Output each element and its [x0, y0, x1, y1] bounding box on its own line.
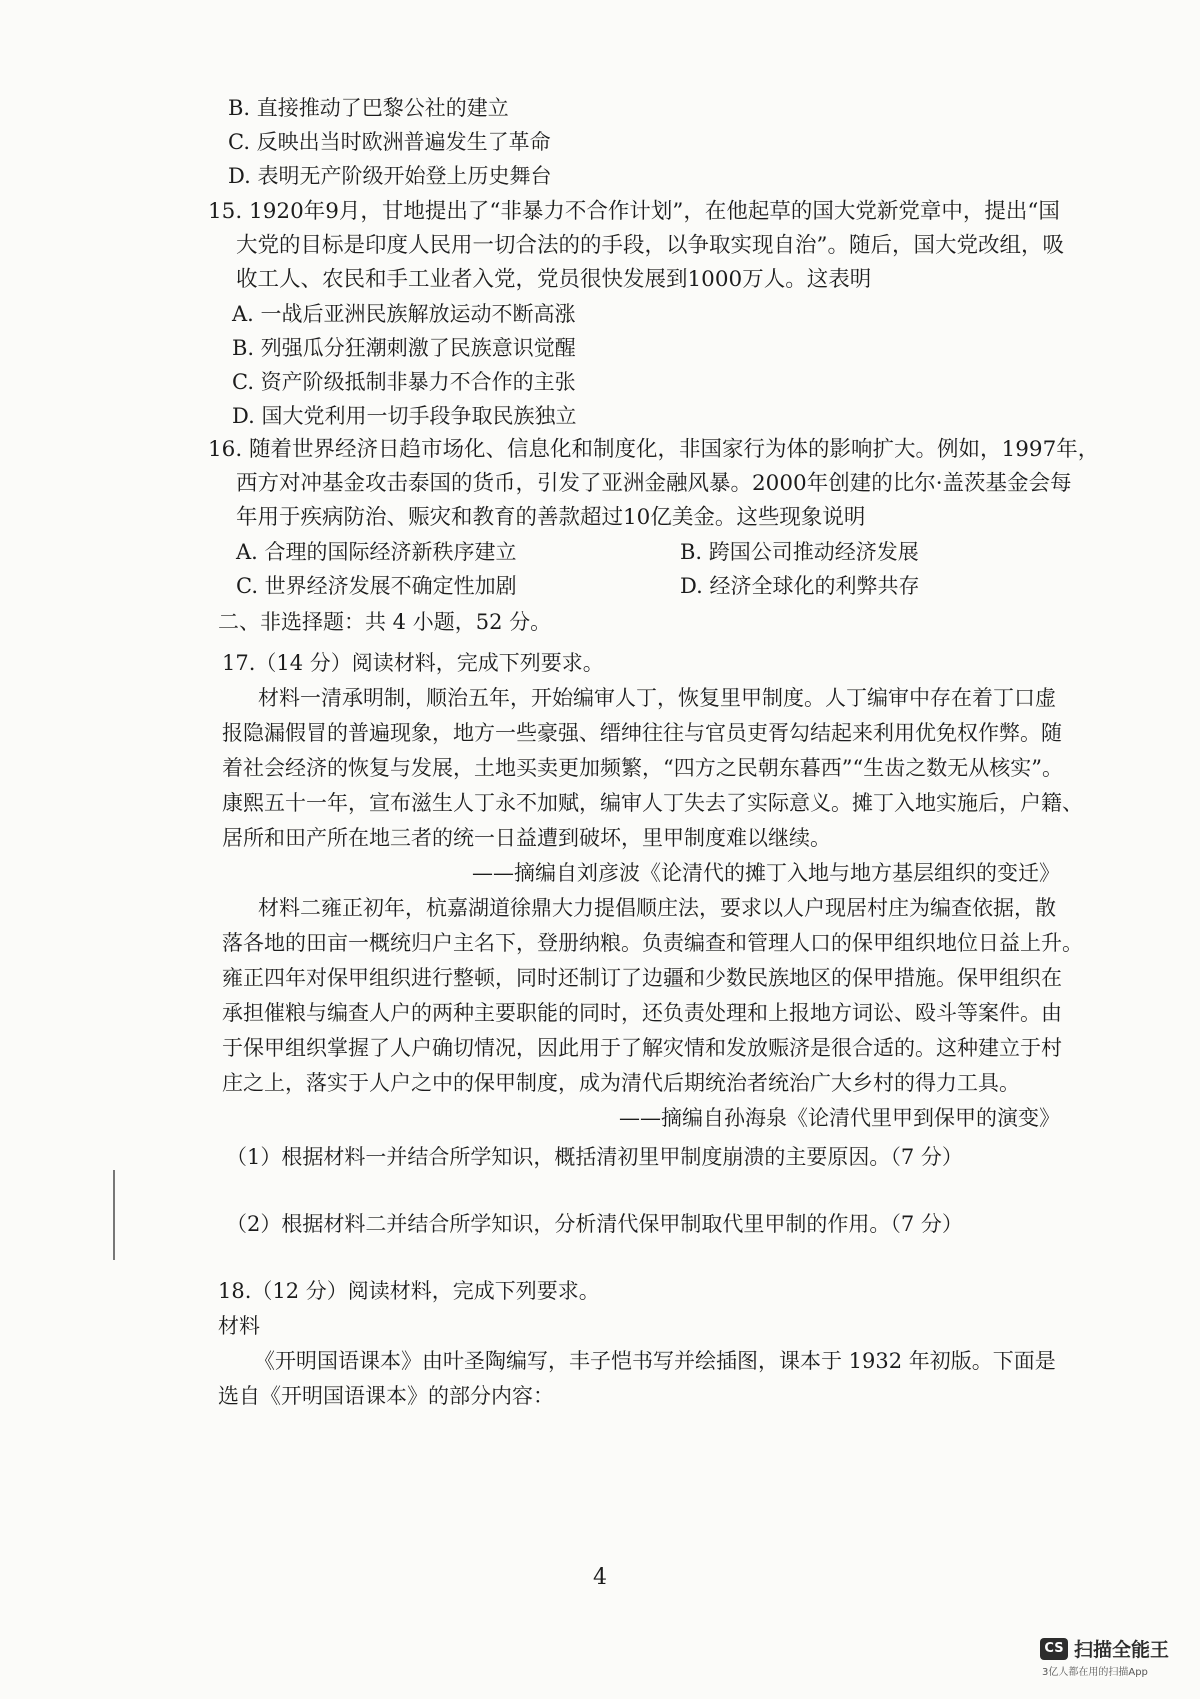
q15-stem-line-2: 大党的目标是印度人民用一切合法的的手段，以争取实现自治”。随后，国大党改组，吸 [236, 233, 1064, 258]
q16-stem-line-1: 16. 随着世界经济日趋市场化、信息化和制度化，非国家行为体的影响扩大。例如，1997年， [208, 437, 1100, 462]
q16-stem-line-3: 年用于疾病防治、赈灾和教育的善款超过10亿美金。这些现象说明 [236, 505, 866, 530]
q17-source-2: ——摘编自孙海泉《论清代里甲到保甲的演变》 [619, 1106, 1060, 1130]
q17-subquestion-2: （2）根据材料二并结合所学知识，分析清代保甲制取代里甲制的作用。（7 分） [226, 1212, 963, 1236]
q17-material2-line-2: 落各地的田亩一概统归户主名下，登册纳粮。负责编查和管理人口的保甲组织地位日益上升。 [222, 931, 1083, 955]
q14-option-d: D. 表明无产阶级开始登上历史舞台 [228, 164, 552, 188]
q18-header: 18.（12 分）阅读材料，完成下列要求。 [218, 1279, 600, 1303]
q17-material2-line-1: 材料二雍正初年，杭嘉湖道徐鼎大力提倡顺庄法，要求以人户现居村庄为编查依据，散 [258, 896, 1056, 920]
q18-body-line-1: 《开明国语课本》由叶圣陶编写，丰子恺书写并绘插图，课本于 1932 年初版。下面是 [254, 1349, 1056, 1373]
q17-subquestion-1: （1）根据材料一并结合所学知识，概括清初里甲制度崩溃的主要原因。（7 分） [226, 1145, 963, 1169]
q14-option-c: C. 反映出当时欧洲普遍发生了革命 [228, 130, 551, 154]
q16-option-a: A. 合理的国际经济新秩序建立 [236, 540, 517, 564]
q15-option-c: C. 资产阶级抵制非暴力不合作的主张 [232, 370, 576, 394]
q17-material1-line-1: 材料一清承明制，顺治五年，开始编审人丁，恢复里甲制度。人丁编审中存在着丁口虚 [258, 686, 1056, 710]
q17-header: 17.（14 分）阅读材料，完成下列要求。 [222, 651, 604, 675]
scanner-app-name: 扫描全能王 [1074, 1639, 1170, 1661]
q15-stem-line-3: 收工人、农民和手工业者入党，党员很快发展到1000万人。这表明 [236, 267, 872, 292]
q15-option-b: B. 列强瓜分狂潮刺激了民族意识觉醒 [232, 336, 576, 360]
q15-option-d: D. 国大党利用一切手段争取民族独立 [232, 404, 577, 428]
q16-option-c: C. 世界经济发展不确定性加剧 [236, 574, 517, 598]
scanner-tagline: 3亿人都在用的扫描App [1042, 1667, 1148, 1678]
q17-material2-line-5: 于保甲组织掌握了人户确切情况，因此用于了解灾情和发放赈济是很合适的。这种建立于村 [222, 1036, 1062, 1060]
q17-material1-line-2: 报隐漏假冒的普遍现象，地方一些豪强、缙绅往往与官员吏胥勾结起来利用优免权作弊。随 [222, 721, 1062, 745]
q16-option-d: D. 经济全球化的利弊共存 [680, 574, 920, 598]
q17-material1-line-5: 居所和田产所在地三者的统一日益遭到破坏，里甲制度难以继续。 [222, 826, 831, 850]
q17-material1-line-4: 康熙五十一年，宣布滋生人丁永不加赋，编审人丁失去了实际意义。摊丁入地实施后，户籍、 [222, 791, 1083, 815]
q18-body-line-2: 选自《开明国语课本》的部分内容： [218, 1384, 554, 1408]
camscanner-logo-icon: CS [1040, 1638, 1068, 1660]
q17-source-1: ——摘编自刘彦波《论清代的摊丁入地与地方基层组织的变迁》 [472, 861, 1060, 885]
q16-option-b: B. 跨国公司推动经济发展 [680, 540, 919, 564]
q17-material2-line-3: 雍正四年对保甲组织进行整顿，同时还制订了边疆和少数民族地区的保甲措施。保甲组织在 [222, 966, 1062, 990]
scan-margin-mark [113, 1170, 115, 1260]
q17-material1-line-3: 着社会经济的恢复与发展，土地买卖更加频繁，“四方之民朝东暮西”“生齿之数无从核实”。 [222, 756, 1063, 780]
q17-material2-line-6: 庄之上，落实于人户之中的保甲制度，成为清代后期统治者统治广大乡村的得力工具。 [222, 1071, 1020, 1095]
q15-stem-line-1: 15. 1920年9月，甘地提出了“非暴力不合作计划”，在他起草的国大党新党章中，提出“国 [208, 199, 1060, 224]
scanner-watermark [1040, 1635, 1169, 1662]
q14-option-b: B. 直接推动了巴黎公社的建立 [228, 96, 509, 120]
q15-option-a: A. 一战后亚洲民族解放运动不断高涨 [232, 302, 576, 326]
section-2-header: 二、非选择题：共 4 小题，52 分。 [218, 610, 552, 634]
page-number: 4 [593, 1565, 607, 1590]
q16-stem-line-2: 西方对冲基金攻击泰国的货币，引发了亚洲金融风暴。2000年创建的比尔·盖茨基金会每 [236, 471, 1072, 496]
q18-material-label: 材料 [218, 1314, 260, 1338]
q17-material2-line-4: 承担催粮与编查人户的两种主要职能的同时，还负责处理和上报地方词讼、殴斗等案件。由 [222, 1001, 1062, 1025]
